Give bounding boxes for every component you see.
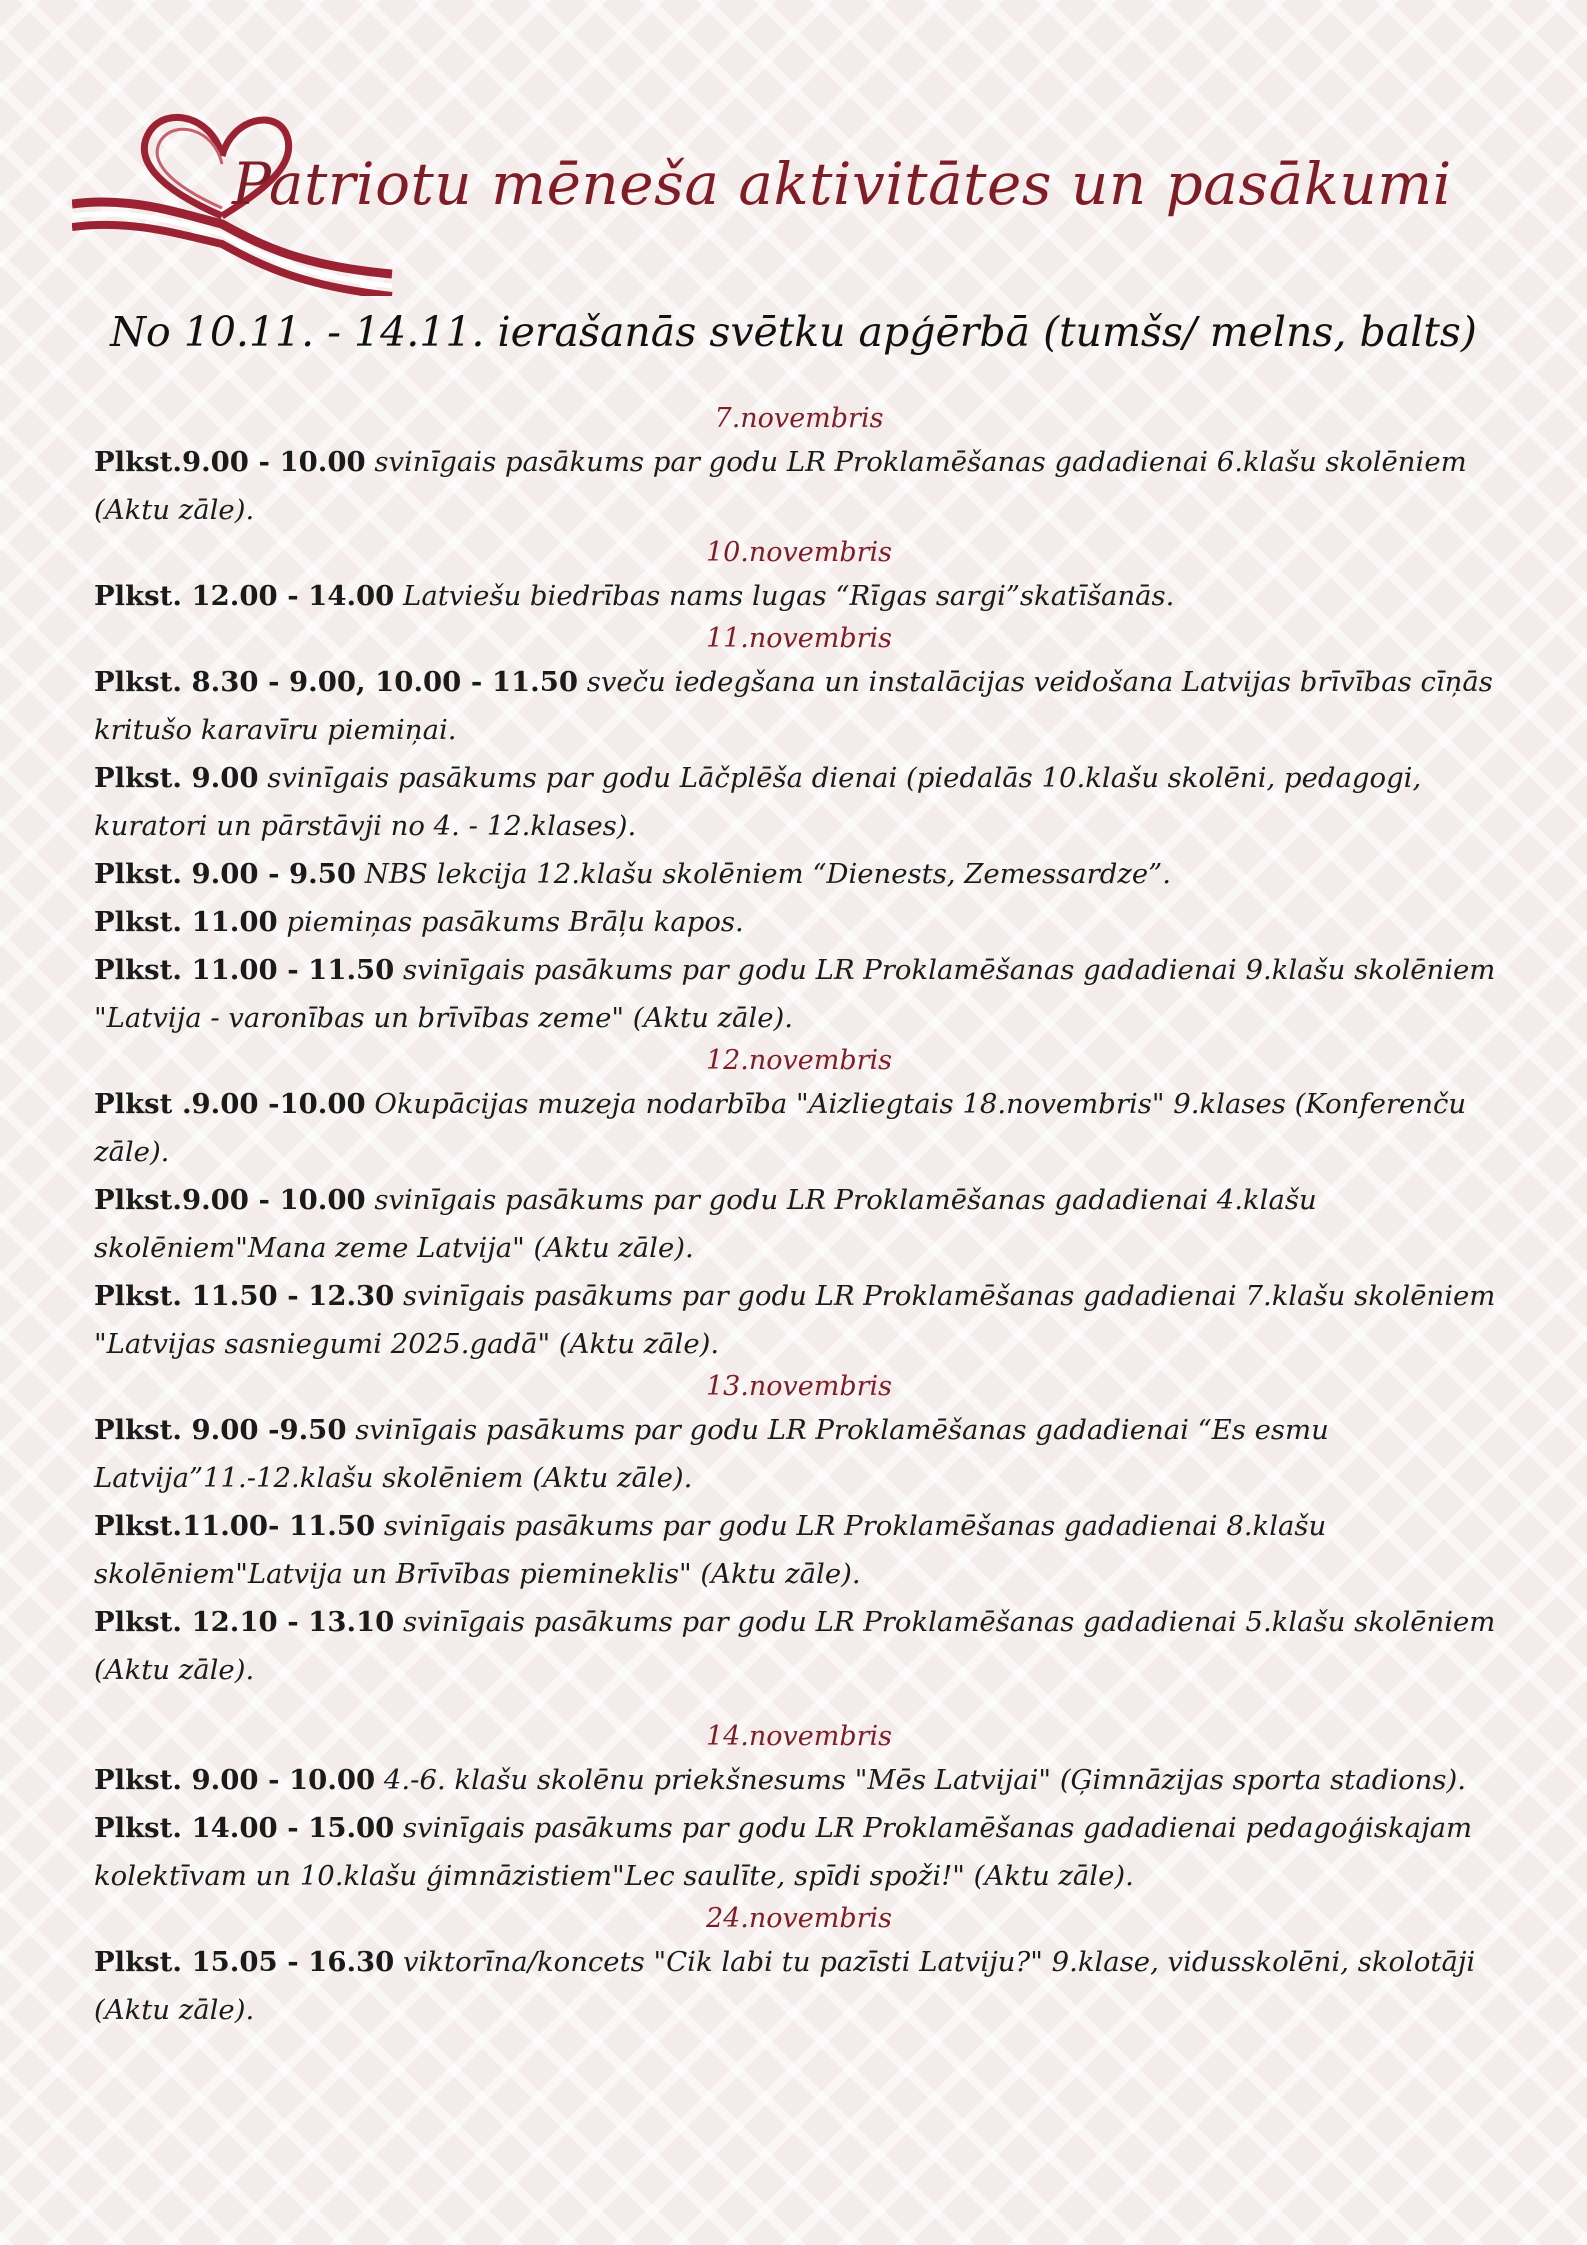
event-description: Latviešu biedrības nams lugas “Rīgas sargi”skatīšanās.: [394, 580, 1175, 612]
event-item: [94, 1804, 1504, 1900]
event-time: Plkst .9.00 -10.00: [94, 1088, 366, 1120]
event-item: [94, 1272, 1504, 1368]
schedule-day: [94, 1042, 1504, 1368]
event-item: [94, 1176, 1504, 1272]
event-item: [94, 572, 1504, 620]
event-description: sveču iedegšana un instalācijas veidošana Latvijas brīvības cīņās kritušo karavīru piemiņai.: [94, 666, 1493, 746]
event-time: Plkst. 9.00 - 10.00: [94, 1764, 376, 1796]
spacer: [94, 1694, 1504, 1718]
day-heading: 10.novembris: [705, 537, 893, 568]
day-heading: 7.novembris: [714, 403, 884, 434]
event-description: viktorīna/koncets "Cik labi tu pazīsti Latviju?" 9.klase, vidusskolēni, skolotāji (Aktu zāle).: [94, 1946, 1476, 2026]
event-time: Plkst.9.00 - 10.00: [94, 446, 366, 478]
schedule-day: [94, 620, 1504, 1042]
event-description: svinīgais pasākums par godu LR Proklamēšanas gadadienai 7.klašu skolēniem "Latvijas sasniegumi 2025.gadā" (Aktu zāle).: [94, 1280, 1496, 1360]
event-description: svinīgais pasākums par godu LR Proklamēšanas gadadienai “Es esmu Latvija”11.-12.klašu skolēniem (Aktu zāle).: [94, 1414, 1329, 1494]
event-time: Plkst. 8.30 - 9.00, 10.00 - 11.50: [94, 666, 578, 698]
schedule-day: [94, 1718, 1504, 1900]
event-time: Plkst.9.00 - 10.00: [94, 1184, 366, 1216]
schedule-day: [94, 1900, 1504, 2034]
event-time: Plkst. 11.00 - 11.50: [94, 954, 395, 986]
event-time: Plkst. 12.10 - 13.10: [94, 1606, 395, 1638]
event-item: [94, 1598, 1504, 1694]
event-description: svinīgais pasākums par godu LR Proklamēšanas gadadienai 6.klašu skolēniem (Aktu zāle).: [94, 446, 1467, 526]
page-title: Patriotu mēneša aktivitātes un pasākumi: [232, 150, 1452, 218]
day-heading: 13.novembris: [705, 1371, 893, 1402]
event-time: Plkst. 9.00: [94, 762, 259, 794]
event-description: svinīgais pasākums par godu LR Proklamēšanas gadadienai pedagoģiskajam kolektīvam un 10.klašu ģimnāzistiem"Lec saulīte, spīdi spoži!" (Aktu zāle).: [94, 1812, 1473, 1892]
event-item: [94, 438, 1504, 534]
event-description: piemiņas pasākums Brāļu kapos.: [277, 906, 744, 938]
day-heading: 24.novembris: [705, 1903, 893, 1934]
event-item: [94, 898, 1504, 946]
event-description: svinīgais pasākums par godu LR Proklamēšanas gadadienai 9.klašu skolēniem "Latvija - varonības un brīvības zeme" (Aktu zāle).: [94, 954, 1496, 1034]
event-item: [94, 946, 1504, 1042]
event-description: svinīgais pasākums par godu LR Proklamēšanas gadadienai 4.klašu skolēniem"Mana zeme Latvija" (Aktu zāle).: [94, 1184, 1317, 1264]
event-time: Plkst. 14.00 - 15.00: [94, 1812, 395, 1844]
event-item: [94, 1406, 1504, 1502]
event-time: Plkst. 9.00 -9.50: [94, 1414, 347, 1446]
event-item: [94, 850, 1504, 898]
event-time: Plkst.11.00- 11.50: [94, 1510, 376, 1542]
schedule-day: [94, 534, 1504, 620]
event-schedule: [94, 400, 1504, 2034]
day-heading: 14.novembris: [705, 1721, 893, 1752]
event-item: [94, 1502, 1504, 1598]
event-item: [94, 1938, 1504, 2034]
event-description: svinīgais pasākums par godu Lāčplēša dienai (piedalās 10.klašu skolēni, pedagogi, kuratori un pārstāvji no 4. - 12.klases).: [94, 762, 1422, 842]
dress-code-subtitle: No 10.11. - 14.11. ierašanās svētku apģērbā (tumšs/ melns, balts): [110, 308, 1477, 356]
event-item: [94, 1080, 1504, 1176]
event-item: [94, 658, 1504, 754]
day-heading: 11.novembris: [705, 623, 893, 654]
day-heading: 12.novembris: [705, 1045, 893, 1076]
event-time: Plkst. 11.50 - 12.30: [94, 1280, 395, 1312]
event-description: NBS lekcija 12.klašu skolēniem “Dienests, Zemessardze”.: [356, 858, 1171, 890]
schedule-day: [94, 1368, 1504, 1694]
schedule-day: [94, 400, 1504, 534]
event-description: svinīgais pasākums par godu LR Proklamēšanas gadadienai 5.klašu skolēniem (Aktu zāle).: [94, 1606, 1496, 1686]
event-item: [94, 1756, 1504, 1804]
event-time: Plkst. 11.00: [94, 906, 278, 938]
event-description: 4.-6. klašu skolēnu priekšnesums "Mēs Latvijai" (Ģimnāzijas sporta stadions).: [375, 1764, 1466, 1796]
event-item: [94, 754, 1504, 850]
event-time: Plkst. 12.00 - 14.00: [94, 580, 395, 612]
event-description: Okupācijas muzeja nodarbība "Aizliegtais 18.novembris" 9.klases (Konferenču zāle).: [94, 1088, 1467, 1168]
event-time: Plkst. 15.05 - 16.30: [94, 1946, 395, 1978]
event-time: Plkst. 9.00 - 9.50: [94, 858, 357, 890]
event-description: svinīgais pasākums par godu LR Proklamēšanas gadadienai 8.klašu skolēniem"Latvija un Brīvības piemineklis" (Aktu zāle).: [94, 1510, 1327, 1590]
